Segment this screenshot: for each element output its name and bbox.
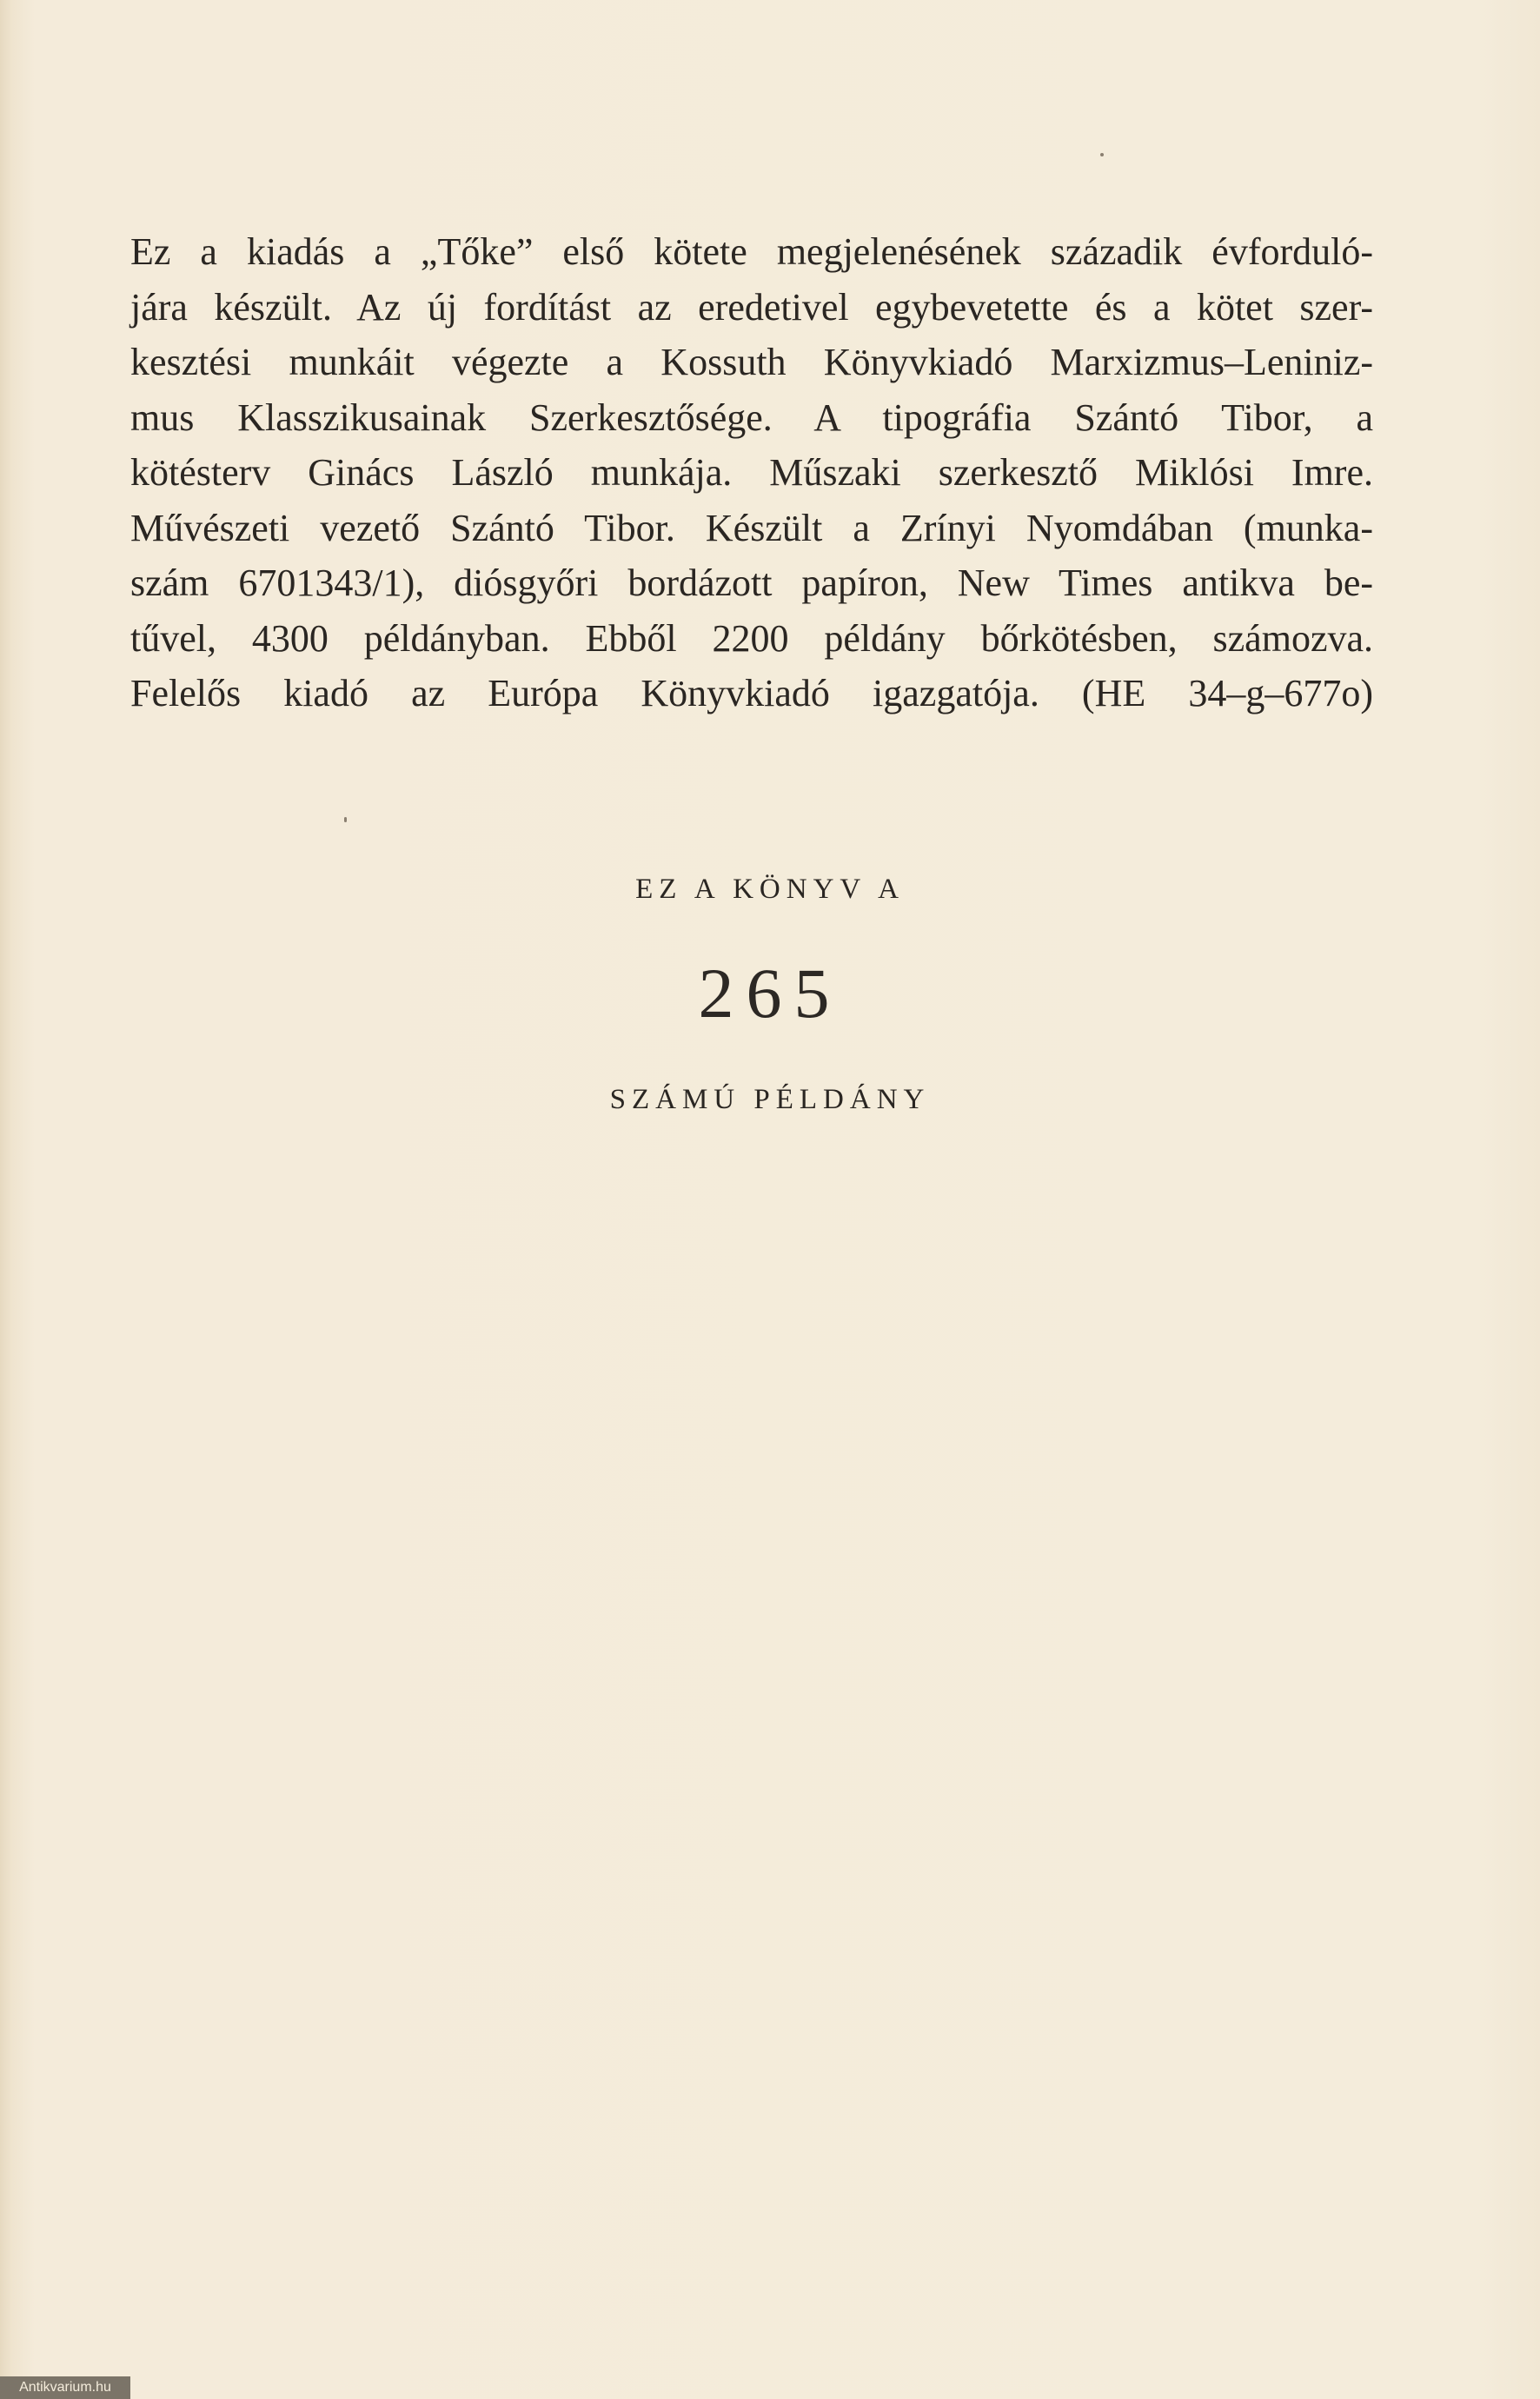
colophon-line: jára készült. Az új fordítást az eredetivel egybevetette és a kötet szer-	[130, 285, 1373, 329]
paper-speck	[344, 817, 347, 822]
copy-label-bottom: SZÁMÚ PÉLDÁNY	[609, 1084, 931, 1115]
colophon-line: kesztési munkáit végezte a Kossuth Könyvkiadó Marxizmus–Leniniz-	[130, 341, 1373, 383]
colophon-line: mus Klasszikusainak Szerkesztősége. A tipográfia Szántó Tibor, a	[130, 395, 1373, 439]
colophon-paragraph	[130, 224, 1373, 721]
colophon-line: Felelős kiadó az Európa Könyvkiadó igazgatója. (HE 34–g–677o)	[130, 672, 1373, 714]
colophon-line: szám 6701343/1), diósgyőri bordázott papíron, New Times antikva be-	[130, 562, 1373, 604]
watermark: Antikvarium.hu	[0, 2376, 130, 2399]
colophon-line: Művészeti vezető Szántó Tibor. Készült a Zrínyi Nyomdában (munka-	[130, 506, 1373, 549]
copy-number: 265	[698, 954, 842, 1033]
copy-label-top: EZ A KÖNYV A	[635, 874, 905, 905]
colophon-line: kötésterv Ginács László munkája. Műszaki szerkesztő Miklósi Imre.	[130, 451, 1373, 494]
paper-speck	[1100, 153, 1104, 156]
colophon-line: tűvel, 4300 példányban. Ebből 2200 példány bőrkötésben, számozva.	[130, 616, 1373, 660]
colophon-line: Ez a kiadás a „Tőke” első kötete megjelenésének századik évforduló-	[130, 230, 1373, 273]
